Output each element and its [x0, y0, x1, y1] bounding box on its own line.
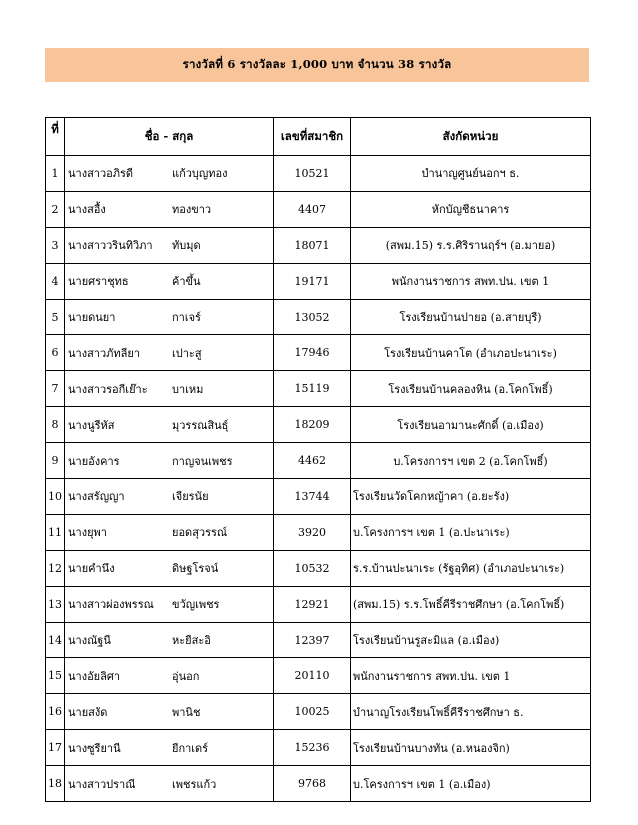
- row-index: 7: [46, 371, 65, 407]
- row-first-name: นางสาวรอกีเย๊าะ: [68, 382, 148, 396]
- row-name: [65, 263, 274, 299]
- row-unit: โรงเรียนอามานะศักดิ์ (อ.เมือง): [351, 407, 591, 443]
- row-unit: หักบัญชีธนาคาร: [351, 191, 591, 227]
- table-row: [46, 407, 591, 443]
- row-index: 18: [46, 766, 65, 802]
- row-unit: พนักงานราชการ สพท.ปน. เขต 1: [351, 658, 591, 694]
- table-row: [46, 335, 591, 371]
- row-name: [65, 479, 274, 515]
- row-unit: โรงเรียนบ้านรูสะมิแล (อ.เมือง): [351, 622, 591, 658]
- row-last-name: แก้วบุญทอง: [172, 167, 228, 181]
- row-unit: โรงเรียนวัดโคกหญ้าคา (อ.ยะรัง): [351, 479, 591, 515]
- table-row: [46, 658, 591, 694]
- row-unit: โรงเรียนบ้านปายอ (อ.สายบุรี): [351, 299, 591, 335]
- row-name: [65, 335, 274, 371]
- row-member-no: 12921: [274, 586, 351, 622]
- row-name: [65, 514, 274, 550]
- row-unit: (สพม.15) ร.ร.ศิริรานฤร์ฯ (อ.มายอ): [351, 227, 591, 263]
- row-first-name: นางสอื้ง: [68, 203, 106, 217]
- winners-table: [45, 117, 591, 802]
- row-last-name: ค้าขึ้น: [172, 275, 201, 289]
- row-name: [65, 730, 274, 766]
- row-index: 15: [46, 658, 65, 694]
- row-name: [65, 407, 274, 443]
- row-name: [65, 443, 274, 479]
- row-first-name: นางนูรีหัส: [68, 418, 115, 432]
- row-last-name: อุ่นอก: [172, 669, 200, 683]
- header-index: ที่: [46, 118, 65, 156]
- row-index: 4: [46, 263, 65, 299]
- row-first-name: นางสาวปราณี: [68, 777, 136, 791]
- row-last-name: เปาะสู: [172, 346, 202, 360]
- row-index: 12: [46, 550, 65, 586]
- row-member-no: 9768: [274, 766, 351, 802]
- table-row: [46, 156, 591, 192]
- row-unit: บำนาญโรงเรียนโพธิ์คีรีราชศึกษา ธ.: [351, 694, 591, 730]
- row-last-name: หะยีสะอิ: [172, 634, 211, 648]
- row-member-no: 3920: [274, 514, 351, 550]
- table-row: [46, 586, 591, 622]
- row-unit: บำนาญศูนย์นอกฯ ธ.: [351, 156, 591, 192]
- row-last-name: กาญจนเพชร: [172, 454, 233, 468]
- row-member-no: 4462: [274, 443, 351, 479]
- row-unit: โรงเรียนบ้านคลองหิน (อ.โคกโพธิ์): [351, 371, 591, 407]
- row-unit: บ.โครงการฯ เขต 1 (อ.เมือง): [351, 766, 591, 802]
- row-member-no: 18209: [274, 407, 351, 443]
- table-row: [46, 479, 591, 515]
- row-member-no: 15236: [274, 730, 351, 766]
- row-unit: (สพม.15) ร.ร.โพธิ์คีรีราชศึกษา (อ.โคกโพธิ์): [351, 586, 591, 622]
- row-index: 6: [46, 335, 65, 371]
- row-index: 3: [46, 227, 65, 263]
- row-name: [65, 227, 274, 263]
- row-first-name: นายศราชุทธ: [68, 275, 129, 289]
- row-member-no: 15119: [274, 371, 351, 407]
- table-row: [46, 371, 591, 407]
- row-name: [65, 191, 274, 227]
- table-header-row: [46, 118, 591, 156]
- table-row: [46, 191, 591, 227]
- row-member-no: 10532: [274, 550, 351, 586]
- row-member-no: 20110: [274, 658, 351, 694]
- row-last-name: พานิช: [172, 705, 201, 719]
- row-unit: บ.โครงการฯ เขต 1 (อ.ปะนาเระ): [351, 514, 591, 550]
- row-name: [65, 299, 274, 335]
- row-member-no: 17946: [274, 335, 351, 371]
- row-unit: พนักงานราชการ สพท.ปน. เขต 1: [351, 263, 591, 299]
- row-first-name: นายคำนึง: [68, 562, 115, 576]
- row-first-name: นางณัฐนี: [68, 634, 111, 648]
- row-name: [65, 550, 274, 586]
- row-first-name: นางซูรียานี: [68, 741, 121, 755]
- row-last-name: บาเหม: [172, 382, 204, 396]
- row-last-name: ทองขาว: [172, 203, 212, 217]
- table-row: [46, 622, 591, 658]
- row-index: 1: [46, 156, 65, 192]
- row-name: [65, 658, 274, 694]
- table-row: [46, 227, 591, 263]
- row-index: 8: [46, 407, 65, 443]
- row-first-name: นางอัยลิศา: [68, 669, 121, 683]
- row-member-no: 10025: [274, 694, 351, 730]
- row-last-name: ดิษฐโรจน์: [172, 562, 219, 576]
- row-name: [65, 371, 274, 407]
- row-unit: โรงเรียนบ้านคาโต (อำเภอปะนาเระ): [351, 335, 591, 371]
- row-first-name: นางสาววรินทิวิภา: [68, 239, 153, 253]
- row-first-name: นางยุพา: [68, 526, 107, 540]
- row-last-name: ขวัญเพชร: [172, 598, 220, 612]
- table-row: [46, 694, 591, 730]
- table-row: [46, 766, 591, 802]
- row-member-no: 13052: [274, 299, 351, 335]
- row-index: 10: [46, 479, 65, 515]
- row-last-name: มุวรรณสินธุ์: [172, 418, 229, 432]
- row-index: 2: [46, 191, 65, 227]
- row-first-name: นายอังคาร: [68, 454, 120, 468]
- row-unit: บ.โครงการฯ เขต 2 (อ.โคกโพธิ์): [351, 443, 591, 479]
- row-member-no: 10521: [274, 156, 351, 192]
- row-index: 5: [46, 299, 65, 335]
- row-name: [65, 694, 274, 730]
- row-unit: ร.ร.บ้านปะนาเระ (รัฐอุทิศ) (อำเภอปะนาเระ): [351, 550, 591, 586]
- table-row: [46, 550, 591, 586]
- row-index: 17: [46, 730, 65, 766]
- header-name: ชื่อ - สกุล: [65, 118, 274, 156]
- row-first-name: นางสาวภัทลียา: [68, 346, 140, 360]
- row-name: [65, 622, 274, 658]
- table-row: [46, 514, 591, 550]
- row-last-name: เจียรนัย: [172, 490, 209, 504]
- row-unit: โรงเรียนบ้านบางทัน (อ.หนองจิก): [351, 730, 591, 766]
- row-member-no: 19171: [274, 263, 351, 299]
- row-index: 16: [46, 694, 65, 730]
- row-last-name: ยีกาเดร์: [172, 741, 209, 755]
- row-member-no: 18071: [274, 227, 351, 263]
- table-row: [46, 299, 591, 335]
- row-first-name: นายดนยา: [68, 311, 116, 324]
- table-row: [46, 263, 591, 299]
- row-first-name: นายสงัด: [68, 705, 108, 719]
- row-member-no: 13744: [274, 479, 351, 515]
- row-name: [65, 156, 274, 192]
- row-last-name: กาเจร์: [172, 311, 201, 324]
- row-member-no: 12397: [274, 622, 351, 658]
- row-index: 13: [46, 586, 65, 622]
- row-index: 9: [46, 443, 65, 479]
- row-index: 11: [46, 514, 65, 550]
- row-member-no: 4407: [274, 191, 351, 227]
- award-title: รางวัลที่ 6 รางวัลละ 1,000 บาท จำนวน 38 รางวัล: [182, 57, 452, 71]
- award-banner: [45, 48, 589, 82]
- table-row: [46, 730, 591, 766]
- row-last-name: เพชรแก้ว: [172, 777, 217, 791]
- header-unit: สังกัดหน่วย: [351, 118, 591, 156]
- row-name: [65, 586, 274, 622]
- row-index: 14: [46, 622, 65, 658]
- row-name: [65, 766, 274, 802]
- row-last-name: ยอดสุวรรณ์: [172, 526, 228, 540]
- header-member-no: เลขที่สมาชิก: [274, 118, 351, 156]
- row-last-name: ทับมุด: [172, 239, 201, 253]
- row-first-name: นางสรัญญา: [68, 490, 125, 504]
- row-first-name: นางสาวอภิรดี: [68, 167, 134, 181]
- table-row: [46, 443, 591, 479]
- row-first-name: นางสาวผ่องพรรณ: [68, 598, 154, 612]
